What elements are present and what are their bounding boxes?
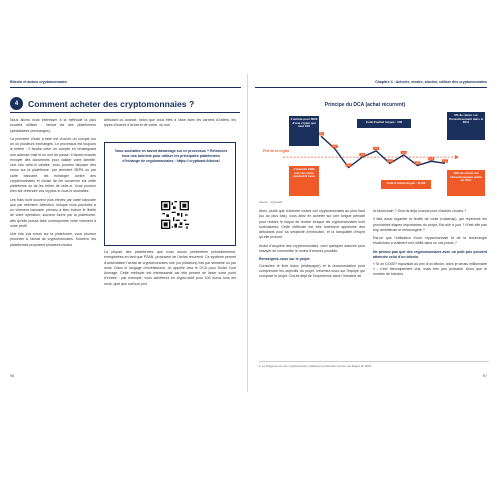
callout-right-bottom-text: 18% de retour sur l’investissement grâce au DCA xyxy=(449,171,483,183)
footnote: 1. Le Dogecoin est une cryptomonnaie, initialement présentée comme une blague fin 2013. xyxy=(259,361,489,368)
tip-text: Vous souhaitez en savoir davantage sur ce processus ? Retrouvez tous nos tutoriels pour utiliser les principales plateformes d’échange de cryptomonnaies : https:// cryptoast.fr/tutos/ xyxy=(114,149,228,163)
paragraph: Les frais sont souvent plus élevés par carte bancaire que par virement. Attention, lorsque vous procédez à un virement bancaire, pensez à bien inclure le libellé de votre opération, souvent fourni par la plateforme, afin qu’elle puisse faire correspondre votre virement à votre profil. xyxy=(10,197,96,228)
reference-arrow xyxy=(455,155,459,159)
paragraph: Avant d’acquérir des cryptomonnaies, voici quelques astuces pour essayer de commettre le moins d’erreurs possible. xyxy=(259,243,365,253)
book-spread xyxy=(0,74,497,392)
paragraph: Ainsi, plutôt que d’acheter toutes vos cryptomonnaies au plus haut (ou au plus bas), vous allez en acheter sur une longue période pour réduire le risque de rentrer lorsque les cryptomonnaies sont surévaluées. Cette méthode est très fortement appréciée des débutants pour sa simplicité d’exécution, et la tranquillité d’esprit qu’elle procure. xyxy=(259,209,365,240)
data-point-label: 10€ xyxy=(360,154,365,157)
callout-top-left-text: J’achète pour 800€ d’une crypto qui vaut 10€ xyxy=(290,117,318,129)
qr-code-icon[interactable] xyxy=(161,201,189,229)
paragraph: Une fois vos euros sur la plateforme, vous pourrez procéder à l’achat de cryptomonnaies. Souvent, les plateformes proposent plusieurs modes xyxy=(10,232,96,247)
callout-avg-price-dca xyxy=(381,180,431,189)
price-series-line xyxy=(319,133,445,167)
callout-right-bottom xyxy=(447,170,485,196)
paragraph: La première chose à faire est d’ouvrir un compte sur un ou plusieurs exchanges. Le processus est toujours le même : il faudra créer un compte en renseignant une adresse mail et un mot de passe. Il faudra ensuite envoyer des documents pour valider votre identité. Une fois celle-ci validée, vous pourrez déposer des euros sur la plateforme, par virement SEPA ou par carte bancaire, les échanger contre des cryptomonnaies et choisir de les conserver sur cette plateforme ou de les retirer de celle-ci. Vous pourrez bien sûr revendre vos cryptos si vous le souhaitez. xyxy=(10,136,96,194)
data-point-label: 10€ xyxy=(443,160,447,163)
right-page xyxy=(249,74,497,392)
callout-bottom-left xyxy=(289,166,319,196)
data-point-label: 10€ xyxy=(415,162,420,165)
paragraph: La plupart des plateformes que nous avons présentées précédemment, enregistrées en tant que PSAN, proposent de l’achat récurrent. Ce système permet d’automatiser l’achat de cryptomonnaies une (ou plusieurs) fois par semaine ou par mois. Dans le langage d’investisseur, on appelle cela le DCA pour Dollar Cost Average. Cette méthode est intéressante car elle permet de lisser votre point d’entrée : par exemple, vous achèterez en crypto-actif pour 100 euros tous les mois, quel que soit son prix. xyxy=(104,250,236,286)
page-number: 96 xyxy=(10,374,15,378)
section-heading xyxy=(10,97,240,110)
paragraph: Est-ce que l’utilisation d’une cryptomonnaie et de la technologie blockchain a vraiment une utilité dans ce cas précis ? xyxy=(373,236,487,246)
left-page xyxy=(0,74,248,392)
header-rule xyxy=(10,87,241,88)
running-head: Bitcoin et autres cryptomonnaies xyxy=(10,80,67,84)
paragraph: « Si un DOGE¹ équivalait au prix d’un bitcoin, alors je serais millionnaire » : c’est théoriquement vrai, mais très peu probable. Alors que le nombre de bitcoins xyxy=(373,261,487,276)
paragraph: débutant ou avancé, selon que vous êtes à l’aise avec les carnets d’ordres, les types d’ordres d’achat et de vente, ou non. xyxy=(104,118,236,128)
chart-title: Principe du DCA (achat récurrent) xyxy=(324,102,406,108)
data-point-label: 10€ xyxy=(319,133,323,136)
left-column-2-top xyxy=(104,118,236,132)
left-column-2 xyxy=(104,250,236,290)
data-point-label: 10€ xyxy=(429,158,434,161)
paragraph: la blockchain ? Sont-ils déjà connus pour d’autres choses ? xyxy=(373,209,467,213)
bold-subheading: Ne pensez pas que des cryptomonnaies avec un petit prix peuvent atteindre celui d’un bitcoin. xyxy=(373,249,487,259)
callout-avg-price-dca-text: Coût d’achat moyen : 8,16€ xyxy=(386,181,426,185)
data-point-label: 10€ xyxy=(332,146,337,149)
chart-source: Source : Cryptoast xyxy=(259,200,283,204)
callout-right-top-text: 0% de retour sur l’investissement dans le DCA xyxy=(448,113,484,125)
section-rule xyxy=(10,112,240,113)
dca-chart xyxy=(255,84,491,204)
data-point-label: 10€ xyxy=(346,164,351,167)
right-column-1 xyxy=(259,209,365,283)
running-head: Chapitre 4 : Acheter, vendre, stocker, utiliser des cryptomonnaies xyxy=(375,80,487,84)
callout-avg-price-text: Coût d’achat moyen : 10€ xyxy=(365,120,403,124)
data-point-label: 10€ xyxy=(388,160,392,163)
callout-avg-price xyxy=(357,119,411,128)
bold-subheading: Renseignez-vous sur le projet. xyxy=(259,257,311,261)
paragraph: Nous allons nous intéresser à la méthode la plus souvent utilisée : l’achat via des plateformes spécialisées (exchanges). xyxy=(10,118,96,133)
chart-y-label: Prix de la crypto xyxy=(263,149,290,153)
page-number: 97 xyxy=(482,374,487,378)
right-column-2 xyxy=(373,209,487,280)
callout-top-left xyxy=(289,116,319,146)
callout-bottom-left-text: J’investis 100€ tous les mois pendant 8 mois xyxy=(292,167,315,179)
data-point-label: 10€ xyxy=(374,148,378,151)
data-point-label: 10€ xyxy=(401,152,406,155)
paragraph: Il faut aussi regarder la feuille de route (roadmap), qui répertorie les prochaines étapes importantes du projet. Est-elle à jour ? N’est-elle pas trop ambitieuse et mensongère ? xyxy=(373,217,487,232)
section-title: Comment acheter des cryptomonnaies ? xyxy=(28,98,195,109)
left-column-1 xyxy=(10,118,96,251)
tip-box xyxy=(104,142,236,246)
callout-right-top xyxy=(447,112,485,140)
paragraph: Consultez le livre blanc (whitepaper) et la documentation pour comprendre les objectifs du projet. Informez-vous sur l’équipe qui compose le projet. Ont-ils déjà de l’expérience dans l’industrie de xyxy=(259,263,365,279)
section-number-badge: 4 xyxy=(10,97,23,110)
